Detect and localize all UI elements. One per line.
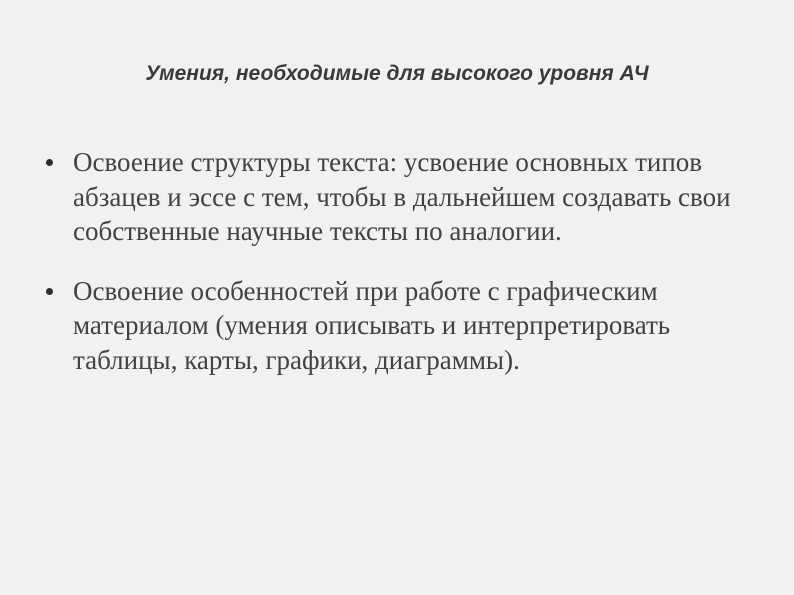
bullet-dot-icon [46,159,53,166]
bullet-text: Освоение структуры текста: усвоение основных типов абзацев и эссе с тем, чтобы в дальнейшем создавать свои собственные научные тексты по аналогии. [73,147,731,246]
bullet-text: Освоение особенностей при работе с графическим материалом (умения описывать и интерпретировать таблицы, карты, графики, диаграммы). [73,275,671,375]
bullet-item [43,274,743,378]
bullet-dot-icon [46,288,53,295]
slide-title: Умения, необходимые для высокого уровня АЧ [145,62,649,85]
bullet-item [43,145,743,249]
bullet-list [43,145,743,377]
